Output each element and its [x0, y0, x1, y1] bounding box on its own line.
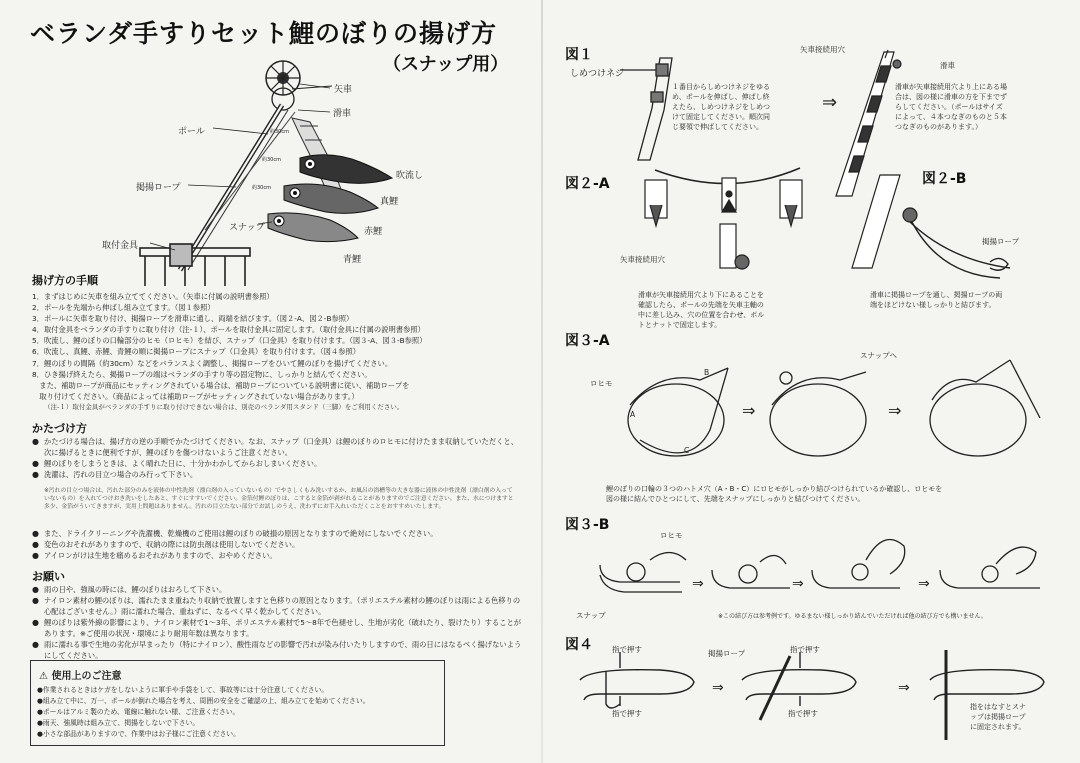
- fig3a-label-b: B: [704, 368, 710, 377]
- fig3a-ring-drawings: [628, 360, 1040, 456]
- request-item: ● 鯉のぼりは紫外線の影響により、ナイロン素材で1～3年、ポリエステル素材で5～8年で色褪せし、生地が劣化（破れたり、裂けたり）することがあります。※ご使用の状況・環境により耐用年数は異なります。: [32, 617, 522, 639]
- request-item: ● 雨の日や、強風の時には、鯉のぼりはおろして下さい。: [32, 584, 522, 595]
- fig2a-title: 図２-A: [565, 176, 610, 192]
- caution-item: ●作業されるときはケガをしないように軍手や手袋をして、事故等には十分注意してください。: [37, 686, 329, 694]
- fig1-arrow: ⇒: [822, 92, 838, 113]
- label-keiyo-rope: 掲揚ロープ: [136, 183, 181, 193]
- storage-item: ● 鯉のぼりをしまうときは、よく晴れた日に、十分かわかしてからおしまいください。: [32, 458, 522, 469]
- label-snap: スナップ: [229, 223, 265, 233]
- label-kassha: 滑車: [333, 109, 352, 119]
- fig3b-label-rohimo: ロヒモ: [660, 531, 683, 540]
- fig3b-arrow-3: ⇒: [918, 576, 930, 592]
- storage-item: ● また、ドライクリーニングや洗濯機、乾燥機のご使用は鯉のぼりの破損の原因となりますので絶対にしないでください。: [32, 528, 522, 539]
- fig2b-title: 図２-B: [922, 171, 967, 187]
- step-item: 3．ポールに矢車を取り付け、掲揚ロープを滑車に通し、両端を結びます。（図２-A、図２-B参照）: [32, 314, 354, 324]
- storage-heading: かたづけ方: [32, 422, 87, 435]
- label-higoi: 赤鯉: [364, 227, 383, 237]
- label-magoi: 真鯉: [380, 197, 399, 207]
- fig3a-arrow-1: ⇒: [742, 401, 756, 420]
- fig2b-pulley-drawing: [852, 175, 1010, 278]
- fig3a-label-snap: スナップへ: [860, 351, 898, 360]
- label-toritsuke: 取付金具: [102, 241, 139, 251]
- fig2a-text: 滑車が矢車接続用穴より下にあることを 確認したら、ポールの先端を矢車主軸の 中に差し込み、穴の位置を合わせ、ボル トとナットで固定します。: [638, 291, 765, 329]
- fig3a-text: 鯉のぼりの口輪の３つのハトメ穴（A・B・C）にロヒモがしっかり結びつけられているか確認し、ロヒモを 図の様に結んでひとつにして、先端をスナップにしっかりと結びつけてください。: [606, 485, 943, 503]
- label-yaguruma: 矢車: [334, 85, 353, 95]
- fig2a-yaguruma-drawing: [645, 168, 802, 269]
- fig1-text: １番目からしめつけネジをゆる め、ポールを伸ばし、伸ばし終 えたら、しめつけネジをしめつ けて固定してください。順次同 じ要領で伸ばしてください。: [672, 83, 770, 131]
- fig1-pole-drawing: [620, 58, 672, 160]
- fig2b-text: 滑車に掲揚ロープを通し、掲揚ロープの両 端をほどけない様しっかりと結びます。: [870, 291, 1003, 309]
- fig1-title: 図１: [565, 47, 593, 63]
- fig3a-arrow-2: ⇒: [888, 401, 902, 420]
- label-aogoi: 青鯉: [343, 255, 362, 265]
- label-fukinagashi: 吹流し: [396, 171, 424, 181]
- fig3a-title: 図３-A: [565, 333, 610, 349]
- fig4-arrow-1: ⇒: [712, 680, 724, 696]
- storage-item: ● アイロンがけは生地を痛めるおそれがありますので、おやめください。: [32, 550, 522, 561]
- fig3b-title: 図３-B: [565, 517, 610, 533]
- label-distance-1: 約30cm: [270, 129, 289, 135]
- fig3a-label-c: C: [684, 446, 690, 455]
- storage-item: ● 変色のおそれがありますので、収納の際には防虫剤は使用しないでください。: [32, 539, 522, 550]
- fig3b-arrow-2: ⇒: [792, 576, 804, 592]
- label-pole: ポール: [178, 127, 205, 137]
- fig3b-knot-drawings: [600, 540, 1040, 592]
- storage-item: ● かたづける場合は、揚げ方の逆の手順でかたづけてください。なお、スナップ（口金具）は鯉のぼりのロヒモに付けたまま収納していただくと、次に揚げるときに便利ですが、鯉のぼりを傷つけないようご注意ください。: [32, 436, 522, 458]
- label-distance-3: 約30cm: [252, 185, 271, 191]
- step-item: また、補助ロープが商品にセッティングされている場合は、補助ロープについている説明書に従い、補助ロープを: [32, 380, 410, 390]
- wash-note: ※汚れの目立つ場合は、汚れた部分のみを液体の中性洗剤（漂白剤の入っていないもの）でやさしくもみ洗いするか、お風呂の浴槽等の大きな器に液体の中性洗剤（漂白剤の入っていないもの）を入れてつけおき洗いをしたあと、すぐにすすいでください。金箔付鯉のぼりは、こすると金箔が剥がれることがありますのでご注意ください。また、水につけますと多少、金箔がういてきますが、実用上問題はありません。汚れの目立たない部分でお試しのうえ、洗わずにお手入れいただくことをおすすめいたします。: [44, 488, 514, 511]
- fig4-final-text: 指をはなすとスナ ップは掲揚ロープ に固定されます。: [970, 703, 1026, 731]
- storage-item: ● 洗濯は、汚れの目立つ場合のみ行って下さい。: [32, 469, 522, 480]
- fig3a-label-rohimo: ロヒモ: [590, 379, 613, 388]
- fig2a-label-hole: 矢車接続用穴: [620, 255, 665, 264]
- fig1-text2: 滑車が矢車接続用穴より上にある場 合は、図の様に滑車の方を下までず らしてください。（ポールはサイズ によって、４本つなぎのものと５本 つなぎのものがあります。）: [895, 83, 1007, 131]
- steps-heading: 揚げ方の手順: [32, 274, 98, 287]
- note-1: （注-１）取付金具がベランダの手すりに取り付けできない場合は、別売のベランダ用スタンド（三脚）をご利用ください。: [44, 403, 404, 411]
- fig4-push-top: 指で押す: [612, 645, 642, 654]
- step-item: 取り付けてください。（商品によっては補助ロープがセッティングされていない場合があります。）: [32, 391, 359, 401]
- fig4-push-top2: 指で押す: [790, 645, 820, 654]
- step-item: 4．取付金具をベランダの手すりに取り付け（注-１）、ポールを取付金具に固定します。（取付金具に付属の説明書参照）: [32, 325, 425, 335]
- caution-heading: ⚠ 使用上のご注意: [39, 671, 122, 682]
- step-item: 7．鯉のぼりの間隔（約30cm）などをバランスよく調整し、掲揚ロープをひいて鯉のぼりを揚げてください。: [32, 358, 393, 368]
- fig1-pole-striped: [836, 50, 901, 196]
- fig4-title: 図４: [565, 637, 593, 653]
- page-title: ベランダ手すりセット鯉のぼりの揚げ方: [30, 19, 498, 48]
- fig2b-label-rope: 掲揚ロープ: [982, 237, 1020, 246]
- request-heading: お願い: [32, 570, 65, 583]
- step-item: 8．ひき揚げ終えたら、掲揚ロープの端はベランダの手すり等の固定物に、しっかりと結んでください。: [32, 369, 372, 379]
- fig4-arrow-2: ⇒: [898, 680, 910, 696]
- caution-item: ●組み立て中に、万一、ポールが倒れた場合を考え、周囲の安全をご確認の上、組み立てを始めてください。: [37, 697, 370, 705]
- fig4-label-rope: 掲揚ロープ: [708, 649, 746, 658]
- warning-icon: ⚠: [39, 671, 48, 682]
- step-item: 1．まずはじめに矢車を組み立ててください。（矢車に付属の説明書参照）: [32, 292, 274, 301]
- fig3b-note: ※この結び方は参考例です。ゆるまない様しっかり結んでいただければ他の結び方でも構いません。: [718, 613, 987, 620]
- fig4-snap-drawings: [580, 650, 1044, 740]
- fig1-label-screw: しめつけネジ: [570, 69, 625, 79]
- fig4-push-bottom: 指で押す: [612, 709, 642, 718]
- caution-item: ●小さな部品がありますので、作業中はお子様にご注意ください。: [37, 730, 240, 738]
- step-item: 2．ポールを先端から伸ばし組み立てます。（図１参照）: [32, 303, 215, 313]
- caution-item: ●雨天、強風時は組み立て、掲揚をしないで下さい。: [37, 719, 200, 727]
- request-item: ● ナイロン素材の鯉のぼりは、濡れたまま重ねたり収納で放置しますと色移りの原因となります。（ポリエステル素材の鯉のぼりは雨による色移りの心配はございません。）雨に濡れた場合、重ねずに、なるべく早く乾かしてください。: [32, 595, 522, 617]
- step-item: 5．吹流し、鯉のぼりの口輪部分のヒモ（ロヒモ）を結び、スナップ（口金具）を取り付けます。（図３-A、図３-B参照）: [32, 336, 427, 346]
- request-item: ● 雨に濡れる事で生地の劣化が早まったり（特にナイロン）、酸性雨などの影響で汚れが染み付いたりしますので、雨の日にはなるべく揚げないようにしてください。: [32, 639, 522, 661]
- fig3a-label-a: A: [630, 410, 636, 419]
- fig4-push-bottom2: 指で押す: [788, 709, 818, 718]
- page-subtitle: （スナップ用）: [383, 54, 509, 75]
- fig1-label-hole: 矢車接続用穴: [800, 45, 845, 54]
- fig3b-label-snap: スナップ: [576, 611, 606, 620]
- step-item: 6．吹流し、真鯉、赤鯉、青鯉の順に掲揚ロープにスナップ（口金具）を取り付けます。（図４参照）: [32, 347, 361, 357]
- label-distance-2: 約30cm: [262, 157, 281, 163]
- caution-item: ●ポールはアルミ製のため、電線に触れない様、ご注意ください。: [37, 708, 240, 716]
- fig1-label-kassha: 滑車: [940, 61, 955, 70]
- fig3b-arrow-1: ⇒: [692, 576, 704, 592]
